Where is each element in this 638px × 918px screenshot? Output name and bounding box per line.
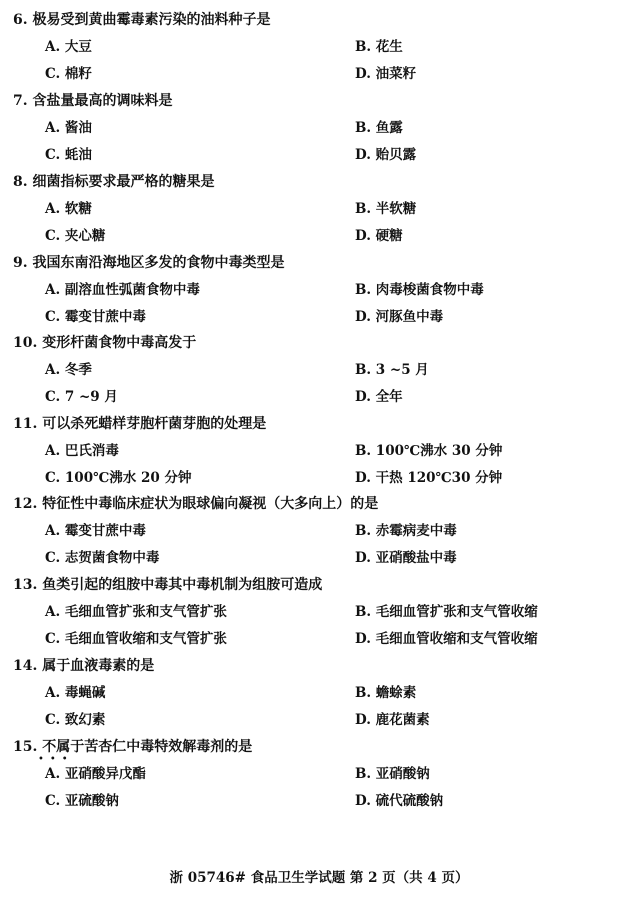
option-d: D. 贻贝露 (355, 147, 417, 163)
option-d: D. 硬糖 (355, 228, 403, 244)
question-stem: 10. 变形杆菌食物中毒高发于 (13, 335, 197, 351)
option-a: A. 毒蝇碱 (45, 685, 106, 701)
emphasis-dots: ••• (38, 754, 74, 765)
option-a: A. 冬季 (45, 362, 92, 378)
option-a: A. 大豆 (45, 39, 92, 55)
option-c: C. 霉变甘蔗中毒 (45, 309, 146, 325)
option-d: D. 干热 120℃30 分钟 (355, 470, 503, 486)
option-c: C. 毛细血管收缩和支气管扩张 (45, 631, 227, 647)
option-b: B. 肉毒梭菌食物中毒 (355, 282, 484, 298)
page-footer: 浙 05746# 食品卫生学试题 第 2 页（共 4 页） (169, 870, 469, 886)
question-stem: 8. 细菌指标要求最严格的糖果是 (13, 174, 215, 190)
option-b: B. 亚硝酸钠 (355, 766, 430, 782)
question-stem: 13. 鱼类引起的组胺中毒其中毒机制为组胺可造成 (13, 577, 323, 593)
question-stem: 6. 极易受到黄曲霉毒素污染的油料种子是 (13, 12, 271, 28)
question-stem: 9. 我国东南沿海地区多发的食物中毒类型是 (13, 255, 285, 271)
option-b: B. 花生 (355, 39, 403, 55)
option-a: A. 软糖 (45, 201, 92, 217)
option-c: C. 致幻素 (45, 712, 106, 728)
option-d: D. 鹿花菌素 (355, 712, 430, 728)
question-stem: 14. 属于血液毒素的是 (13, 658, 155, 674)
option-b: B. 100℃沸水 30 分钟 (355, 443, 503, 459)
option-b: B. 蟾蜍素 (355, 685, 417, 701)
option-c: C. 100℃沸水 20 分钟 (45, 470, 192, 486)
option-c: C. 夹心糖 (45, 228, 106, 244)
option-c: C. 7 ~9 月 (45, 389, 118, 405)
option-a: A. 亚硝酸异戊酯 (45, 766, 146, 782)
option-b: B. 3 ~5 月 (355, 362, 429, 378)
option-c: C. 亚硫酸钠 (45, 793, 119, 809)
option-d: D. 毛细血管收缩和支气管收缩 (355, 631, 538, 647)
option-a: A. 巴氏消毒 (45, 443, 119, 459)
option-c: C. 棉籽 (45, 66, 92, 82)
option-a: A. 酱油 (45, 120, 92, 136)
option-d: D. 亚硝酸盐中毒 (355, 550, 457, 566)
option-d: D. 硫代硫酸钠 (355, 793, 444, 809)
option-a: A. 毛细血管扩张和支气管扩张 (45, 604, 227, 620)
option-c: C. 志贺菌食物中毒 (45, 550, 160, 566)
option-a: A. 副溶血性弧菌食物中毒 (45, 282, 200, 298)
option-d: D. 河豚鱼中毒 (355, 309, 444, 325)
option-b: B. 鱼露 (355, 120, 403, 136)
question-stem: 15. 不属于苦杏仁中毒特效解毒剂的是 (13, 739, 253, 755)
question-stem: 12. 特征性中毒临床症状为眼球偏向凝视（大多向上）的是 (13, 496, 379, 512)
option-b: B. 毛细血管扩张和支气管收缩 (355, 604, 538, 620)
option-b: B. 半软糖 (355, 201, 417, 217)
option-a: A. 霉变甘蔗中毒 (45, 523, 146, 539)
option-c: C. 蚝油 (45, 147, 92, 163)
question-stem: 7. 含盐量最高的调味料是 (13, 93, 173, 109)
question-stem: 11. 可以杀死蜡样芽胞杆菌芽胞的处理是 (13, 416, 267, 432)
option-d: D. 油菜籽 (355, 66, 417, 82)
option-d: D. 全年 (355, 389, 403, 405)
option-b: B. 赤霉病麦中毒 (355, 523, 457, 539)
